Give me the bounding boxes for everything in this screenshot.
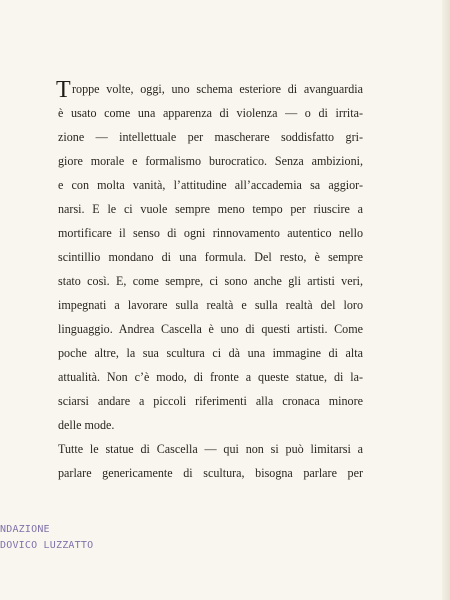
paragraph-1-line-13: attualità. Non c’è modo, di fronte a queste statue, di la- — [58, 370, 363, 384]
paragraph-1-line-3: zione — intellettuale per mascherare soddisfatto gri- — [58, 130, 363, 144]
paragraph-1-line-11: linguaggio. Andrea Cascella è uno di questi artisti. Come — [58, 322, 363, 336]
drop-cap: T — [56, 77, 71, 103]
paragraph-1-line-5: e con molta vanità, l’attitudine all’accademia sa aggior- — [58, 178, 363, 192]
paragraph-1-line-7: mortificare il senso di ogni rinnovamento autentico nello — [58, 226, 363, 240]
page-edge — [442, 0, 450, 600]
paragraph-1-line-6: narsi. E le ci vuole sempre meno tempo per riuscire a — [58, 202, 363, 216]
paragraph-2-line-2: parlare genericamente di scultura, bisogna parlare per — [58, 466, 363, 480]
paragraph-1-line-8: scintillio mondano di una formula. Del resto, è sempre — [58, 250, 363, 264]
paragraph-1-line-15: delle mode. — [58, 418, 115, 432]
paragraph-1-line-1: T roppe volte, oggi, uno schema esteriore di avanguardia — [56, 77, 363, 103]
paragraph-1-line-4: giore morale e formalismo burocratico. Senza ambizioni, — [58, 154, 363, 168]
paragraph-1-line-2: è usato come una apparenza di violenza — o di irrita- — [58, 106, 363, 120]
paragraph-1-line-9: stato così. E, come sempre, ci sono anche gli artisti veri, — [58, 274, 363, 288]
stamp-line-2: DOVICO LUZZATTO — [0, 540, 94, 551]
paragraph-2-line-1: Tutte le statue di Cascella — qui non si può limitarsi a — [58, 442, 363, 456]
stamp-line-1: NDAZIONE — [0, 524, 50, 535]
paragraph-1-line-14: sciarsi andare a piccoli riferimenti alla cronaca minore — [58, 394, 363, 408]
paragraph-1-line-12: poche altre, la sua scultura ci dà una immagine di alta — [58, 346, 363, 360]
paragraph-1-line-10: impegnati a lavorare sulla realtà e sulla realtà del loro — [58, 298, 363, 312]
library-stamp — [0, 522, 100, 554]
body-text — [58, 77, 363, 485]
